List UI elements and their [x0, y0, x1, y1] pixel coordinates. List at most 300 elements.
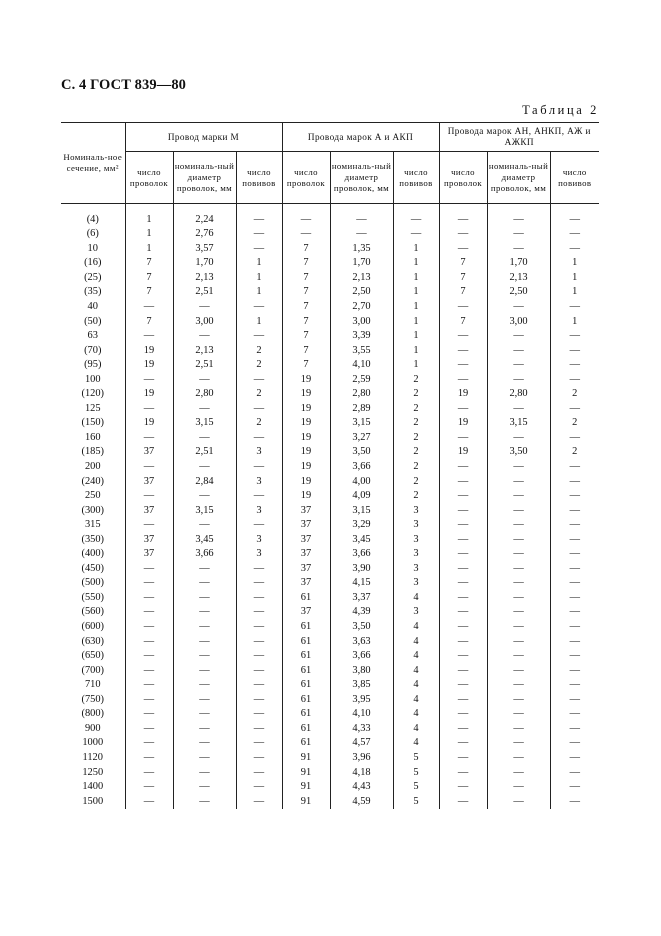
cell-a-twists: 2: [393, 431, 439, 446]
cell-an-diameter: —: [487, 765, 550, 780]
header-wire-diameter: номиналь-ный диаметр проволок, мм: [173, 152, 236, 204]
table-row: [61, 503, 599, 518]
cell-a-diameter: 4,39: [330, 605, 393, 620]
cell-a-diameter: 4,57: [330, 736, 393, 751]
cell-nominal-section: 63: [87, 330, 98, 342]
cell-a-twists: 1: [393, 256, 439, 271]
cell-a-diameter: 2,13: [330, 271, 393, 286]
cell-a-wire-count: 37: [282, 562, 330, 577]
cell-nominal-section: 160: [84, 431, 101, 443]
cell-a-wire-count: 19: [282, 489, 330, 504]
cell-m-diameter: —: [173, 300, 236, 315]
cell-m-twists: —: [236, 605, 282, 620]
cell-m-twists: —: [236, 242, 282, 257]
cell-m-twists: —: [236, 722, 282, 737]
cell-m-twists: —: [236, 300, 282, 315]
cell-m-twists: —: [236, 678, 282, 693]
cell-a-diameter: —: [330, 227, 393, 242]
cell-nominal-section: 125: [84, 402, 101, 414]
cell-an-wire-count: —: [439, 227, 487, 242]
cell-m-wire-count: —: [125, 372, 173, 387]
header-group-m: Провод марки М: [125, 123, 282, 152]
cell-a-diameter: 4,10: [330, 707, 393, 722]
cell-an-twists: —: [550, 460, 599, 475]
cell-a-diameter: 2,50: [330, 285, 393, 300]
cell-an-diameter: —: [487, 751, 550, 766]
cell-a-twists: 4: [393, 634, 439, 649]
cell-a-wire-count: 19: [282, 445, 330, 460]
table-row: [61, 343, 599, 358]
cell-m-diameter: —: [173, 794, 236, 809]
cell-an-twists: —: [550, 474, 599, 489]
table-row: [61, 329, 599, 344]
cell-an-twists: —: [550, 794, 599, 809]
cell-a-wire-count: 37: [282, 576, 330, 591]
cell-a-diameter: 3,15: [330, 416, 393, 431]
cell-nominal-section: (500): [81, 577, 104, 589]
cell-a-diameter: 4,10: [330, 358, 393, 373]
cell-an-twists: 2: [550, 445, 599, 460]
cell-m-wire-count: —: [125, 751, 173, 766]
table-row: [61, 663, 599, 678]
cell-an-wire-count: —: [439, 329, 487, 344]
cell-m-diameter: 1,70: [173, 256, 236, 271]
cell-m-twists: —: [236, 372, 282, 387]
cell-a-twists: 4: [393, 663, 439, 678]
cell-an-wire-count: 7: [439, 285, 487, 300]
cell-m-diameter: —: [173, 431, 236, 446]
cell-an-diameter: —: [487, 678, 550, 693]
cell-nominal-section: 900: [84, 722, 101, 734]
cell-m-twists: —: [236, 663, 282, 678]
cell-an-wire-count: —: [439, 547, 487, 562]
cell-a-diameter: 4,43: [330, 780, 393, 795]
cell-an-diameter: 2,50: [487, 285, 550, 300]
cell-a-wire-count: 7: [282, 256, 330, 271]
cell-a-diameter: 2,70: [330, 300, 393, 315]
cell-a-twists: 1: [393, 329, 439, 344]
cell-a-twists: 4: [393, 678, 439, 693]
cell-a-diameter: 2,80: [330, 387, 393, 402]
cell-a-twists: 2: [393, 402, 439, 417]
cell-m-diameter: 3,15: [173, 416, 236, 431]
cell-a-wire-count: 7: [282, 343, 330, 358]
cell-an-diameter: —: [487, 634, 550, 649]
cell-m-diameter: —: [173, 707, 236, 722]
cell-an-wire-count: 7: [439, 271, 487, 286]
cell-m-twists: 3: [236, 503, 282, 518]
cell-m-wire-count: —: [125, 765, 173, 780]
cell-an-twists: —: [550, 634, 599, 649]
cell-m-diameter: 3,15: [173, 503, 236, 518]
cell-a-twists: 2: [393, 387, 439, 402]
cell-a-twists: 4: [393, 620, 439, 635]
table-row: [61, 620, 599, 635]
table-row: [61, 445, 599, 460]
cell-a-wire-count: 19: [282, 372, 330, 387]
cell-a-twists: 4: [393, 707, 439, 722]
cell-an-twists: —: [550, 532, 599, 547]
cell-an-wire-count: —: [439, 204, 487, 228]
cell-an-twists: —: [550, 562, 599, 577]
cell-a-twists: 4: [393, 649, 439, 664]
cell-a-wire-count: 61: [282, 649, 330, 664]
cell-an-wire-count: 19: [439, 416, 487, 431]
cell-a-twists: 5: [393, 765, 439, 780]
cell-an-wire-count: —: [439, 532, 487, 547]
cell-nominal-section: (560): [81, 606, 104, 618]
cell-nominal-section: 1400: [82, 781, 104, 793]
cell-an-twists: —: [550, 693, 599, 708]
cell-a-twists: 3: [393, 605, 439, 620]
cell-m-diameter: 3,00: [173, 314, 236, 329]
table-row: [61, 314, 599, 329]
cell-m-wire-count: —: [125, 605, 173, 620]
table-row: [61, 562, 599, 577]
cell-an-wire-count: 7: [439, 314, 487, 329]
cell-a-wire-count: —: [282, 227, 330, 242]
cell-a-twists: 5: [393, 751, 439, 766]
cell-m-diameter: 3,57: [173, 242, 236, 257]
cell-a-diameter: 3,50: [330, 620, 393, 635]
table-row: [61, 765, 599, 780]
cell-a-wire-count: 37: [282, 532, 330, 547]
cell-an-diameter: —: [487, 620, 550, 635]
cell-an-twists: —: [550, 707, 599, 722]
cell-an-twists: —: [550, 343, 599, 358]
cell-nominal-section: 710: [84, 679, 101, 691]
table-row: [61, 547, 599, 562]
cell-nominal-section: (16): [84, 257, 102, 269]
cell-a-diameter: 4,18: [330, 765, 393, 780]
cell-m-twists: —: [236, 489, 282, 504]
table-row: [61, 794, 599, 809]
cell-an-wire-count: —: [439, 591, 487, 606]
cell-a-wire-count: 37: [282, 547, 330, 562]
cell-m-twists: 1: [236, 285, 282, 300]
cell-a-twists: 3: [393, 547, 439, 562]
table-row: [61, 518, 599, 533]
cell-an-wire-count: —: [439, 460, 487, 475]
cell-an-wire-count: —: [439, 518, 487, 533]
cell-m-wire-count: 7: [125, 285, 173, 300]
cell-m-twists: —: [236, 204, 282, 228]
cell-m-twists: 1: [236, 314, 282, 329]
cell-m-twists: —: [236, 576, 282, 591]
cell-a-diameter: 4,00: [330, 474, 393, 489]
cell-m-wire-count: —: [125, 518, 173, 533]
cell-m-twists: —: [236, 794, 282, 809]
cell-m-twists: 2: [236, 343, 282, 358]
cell-m-wire-count: —: [125, 707, 173, 722]
cell-an-twists: —: [550, 431, 599, 446]
cell-an-wire-count: —: [439, 765, 487, 780]
cell-nominal-section: 1250: [82, 766, 104, 778]
cell-an-diameter: —: [487, 576, 550, 591]
cell-m-wire-count: —: [125, 736, 173, 751]
cell-m-twists: —: [236, 620, 282, 635]
cell-an-diameter: —: [487, 562, 550, 577]
cell-a-twists: 4: [393, 736, 439, 751]
cell-an-wire-count: —: [439, 605, 487, 620]
cell-m-wire-count: —: [125, 300, 173, 315]
cell-a-wire-count: 19: [282, 431, 330, 446]
table-row: [61, 678, 599, 693]
cell-a-diameter: 3,50: [330, 445, 393, 460]
cell-an-diameter: —: [487, 693, 550, 708]
cell-m-diameter: —: [173, 722, 236, 737]
cell-m-wire-count: 7: [125, 271, 173, 286]
cell-m-diameter: 2,24: [173, 204, 236, 228]
table-row: [61, 751, 599, 766]
cell-an-wire-count: —: [439, 402, 487, 417]
cell-an-wire-count: —: [439, 707, 487, 722]
cell-a-diameter: 4,33: [330, 722, 393, 737]
cell-nominal-section: 1120: [82, 751, 103, 763]
cell-a-wire-count: 19: [282, 474, 330, 489]
cell-a-wire-count: 91: [282, 765, 330, 780]
cell-an-twists: 1: [550, 285, 599, 300]
cell-nominal-section: 315: [84, 519, 101, 531]
cell-an-diameter: 1,70: [487, 256, 550, 271]
cell-m-diameter: —: [173, 605, 236, 620]
cell-a-diameter: 3,39: [330, 329, 393, 344]
cell-a-diameter: 2,89: [330, 402, 393, 417]
cell-an-twists: —: [550, 591, 599, 606]
cell-m-diameter: —: [173, 736, 236, 751]
cell-an-twists: —: [550, 300, 599, 315]
cell-an-wire-count: —: [439, 634, 487, 649]
cell-an-diameter: —: [487, 343, 550, 358]
cell-a-wire-count: 91: [282, 780, 330, 795]
cell-nominal-section: (630): [81, 635, 104, 647]
table-row: [61, 256, 599, 271]
cell-an-diameter: —: [487, 489, 550, 504]
cell-an-twists: —: [550, 780, 599, 795]
cell-a-wire-count: 7: [282, 358, 330, 373]
cell-an-diameter: —: [487, 474, 550, 489]
table-row: [61, 605, 599, 620]
cell-nominal-section: (50): [84, 315, 102, 327]
table-row: [61, 780, 599, 795]
cell-m-twists: 3: [236, 474, 282, 489]
cell-an-wire-count: —: [439, 343, 487, 358]
cell-m-twists: 2: [236, 416, 282, 431]
cell-a-twists: 1: [393, 271, 439, 286]
cell-a-wire-count: —: [282, 204, 330, 228]
cell-nominal-section: (400): [81, 548, 104, 560]
cell-a-wire-count: 37: [282, 518, 330, 533]
cell-m-wire-count: —: [125, 634, 173, 649]
cell-an-wire-count: —: [439, 489, 487, 504]
cell-a-twists: 3: [393, 518, 439, 533]
cell-a-wire-count: 61: [282, 634, 330, 649]
cell-nominal-section: (25): [84, 271, 102, 283]
cell-a-twists: 2: [393, 416, 439, 431]
cell-m-twists: —: [236, 591, 282, 606]
cell-m-diameter: 2,13: [173, 271, 236, 286]
cell-a-diameter: 3,80: [330, 663, 393, 678]
cell-m-wire-count: —: [125, 693, 173, 708]
header-group-an: Провода марок АН, АНКП, АЖ и АЖКП: [439, 123, 599, 152]
cell-a-diameter: 2,59: [330, 372, 393, 387]
cell-m-twists: —: [236, 707, 282, 722]
cell-an-diameter: —: [487, 649, 550, 664]
cell-m-wire-count: 7: [125, 314, 173, 329]
cell-an-diameter: 2,13: [487, 271, 550, 286]
table-row: [61, 227, 599, 242]
cell-an-diameter: —: [487, 591, 550, 606]
cell-nominal-section: (550): [81, 591, 104, 603]
cell-m-twists: —: [236, 649, 282, 664]
cell-a-twists: 4: [393, 591, 439, 606]
cell-an-wire-count: —: [439, 474, 487, 489]
table-row: [61, 576, 599, 591]
cell-m-wire-count: —: [125, 489, 173, 504]
cell-nominal-section: (120): [81, 388, 104, 400]
cell-a-twists: 1: [393, 242, 439, 257]
cell-an-wire-count: —: [439, 576, 487, 591]
cell-a-twists: 1: [393, 358, 439, 373]
cell-a-wire-count: 7: [282, 271, 330, 286]
cell-an-twists: —: [550, 722, 599, 737]
cell-nominal-section: (600): [81, 621, 104, 633]
cell-m-twists: —: [236, 634, 282, 649]
cell-nominal-section: 100: [84, 373, 101, 385]
cell-a-twists: 2: [393, 445, 439, 460]
cell-m-diameter: 2,80: [173, 387, 236, 402]
cell-m-diameter: —: [173, 678, 236, 693]
cell-an-wire-count: 7: [439, 256, 487, 271]
cell-nominal-section: 10: [87, 242, 98, 254]
cell-a-wire-count: 61: [282, 591, 330, 606]
table-row: [61, 242, 599, 257]
cell-a-diameter: 3,00: [330, 314, 393, 329]
header-wire-diameter: номиналь-ный диаметр проволок, мм: [487, 152, 550, 204]
cell-an-wire-count: —: [439, 620, 487, 635]
cell-m-diameter: 2,51: [173, 445, 236, 460]
cell-nominal-section: (350): [81, 533, 104, 545]
cell-an-diameter: —: [487, 329, 550, 344]
cell-a-wire-count: 19: [282, 416, 330, 431]
table-row: [61, 416, 599, 431]
cell-a-twists: 5: [393, 780, 439, 795]
cell-nominal-section: 1500: [82, 795, 104, 807]
cell-a-wire-count: 91: [282, 794, 330, 809]
cell-m-diameter: 2,84: [173, 474, 236, 489]
cell-an-twists: —: [550, 678, 599, 693]
cell-m-diameter: —: [173, 402, 236, 417]
table-row: [61, 358, 599, 373]
cell-m-twists: —: [236, 402, 282, 417]
cell-a-diameter: 1,35: [330, 242, 393, 257]
cell-m-wire-count: 19: [125, 358, 173, 373]
cell-m-twists: 3: [236, 445, 282, 460]
cell-an-wire-count: —: [439, 751, 487, 766]
table-label: Таблица 2: [522, 103, 599, 117]
cell-an-twists: —: [550, 358, 599, 373]
cell-a-twists: 4: [393, 722, 439, 737]
cell-nominal-section: (185): [81, 446, 104, 458]
cell-m-wire-count: —: [125, 562, 173, 577]
cell-m-wire-count: —: [125, 649, 173, 664]
cell-m-wire-count: —: [125, 576, 173, 591]
cell-an-diameter: —: [487, 204, 550, 228]
cell-an-diameter: —: [487, 358, 550, 373]
cell-m-diameter: —: [173, 620, 236, 635]
cell-m-wire-count: 37: [125, 547, 173, 562]
cell-an-diameter: —: [487, 722, 550, 737]
cell-a-twists: 3: [393, 562, 439, 577]
cell-a-twists: 2: [393, 489, 439, 504]
cell-a-wire-count: 7: [282, 300, 330, 315]
cell-a-twists: 2: [393, 460, 439, 475]
cell-an-wire-count: —: [439, 431, 487, 446]
cell-an-wire-count: —: [439, 794, 487, 809]
cell-m-twists: 2: [236, 358, 282, 373]
cell-a-diameter: 3,90: [330, 562, 393, 577]
cell-a-twists: 2: [393, 372, 439, 387]
cell-m-diameter: 3,66: [173, 547, 236, 562]
cell-an-wire-count: —: [439, 358, 487, 373]
cell-an-twists: —: [550, 736, 599, 751]
cell-m-wire-count: 1: [125, 242, 173, 257]
cell-m-twists: 2: [236, 387, 282, 402]
cell-an-diameter: —: [487, 780, 550, 795]
cell-a-diameter: 3,66: [330, 460, 393, 475]
cell-an-twists: 2: [550, 387, 599, 402]
cell-a-twists: 1: [393, 343, 439, 358]
header-twist-count: число повивов: [393, 152, 439, 204]
header-wire-count: число проволок: [282, 152, 330, 204]
cell-an-twists: —: [550, 576, 599, 591]
cell-a-diameter: 3,45: [330, 532, 393, 547]
cell-m-twists: —: [236, 780, 282, 795]
cell-a-diameter: 3,55: [330, 343, 393, 358]
table-row: [61, 693, 599, 708]
table-row: [61, 402, 599, 417]
cell-a-wire-count: 61: [282, 663, 330, 678]
cell-an-diameter: —: [487, 431, 550, 446]
cell-an-wire-count: —: [439, 780, 487, 795]
cell-an-twists: —: [550, 649, 599, 664]
cell-m-wire-count: 37: [125, 474, 173, 489]
table-row: [61, 474, 599, 489]
cell-nominal-section: (750): [81, 693, 104, 705]
cell-an-wire-count: —: [439, 503, 487, 518]
cell-m-wire-count: —: [125, 431, 173, 446]
table-row: [61, 460, 599, 475]
cell-m-wire-count: —: [125, 460, 173, 475]
cell-nominal-section: 40: [87, 301, 98, 312]
table-row: [61, 271, 599, 286]
cell-m-diameter: —: [173, 780, 236, 795]
table-row: [61, 532, 599, 547]
cell-m-twists: —: [236, 693, 282, 708]
cell-an-twists: —: [550, 751, 599, 766]
cell-m-wire-count: 7: [125, 256, 173, 271]
cell-a-wire-count: 7: [282, 314, 330, 329]
table-row: [61, 285, 599, 300]
cell-nominal-section: 200: [84, 461, 101, 473]
cell-an-twists: —: [550, 518, 599, 533]
cell-an-diameter: —: [487, 794, 550, 809]
cell-an-twists: —: [550, 242, 599, 257]
cell-a-diameter: 3,66: [330, 649, 393, 664]
table-row: [61, 591, 599, 606]
cell-an-diameter: 3,50: [487, 445, 550, 460]
cell-a-diameter: 4,15: [330, 576, 393, 591]
